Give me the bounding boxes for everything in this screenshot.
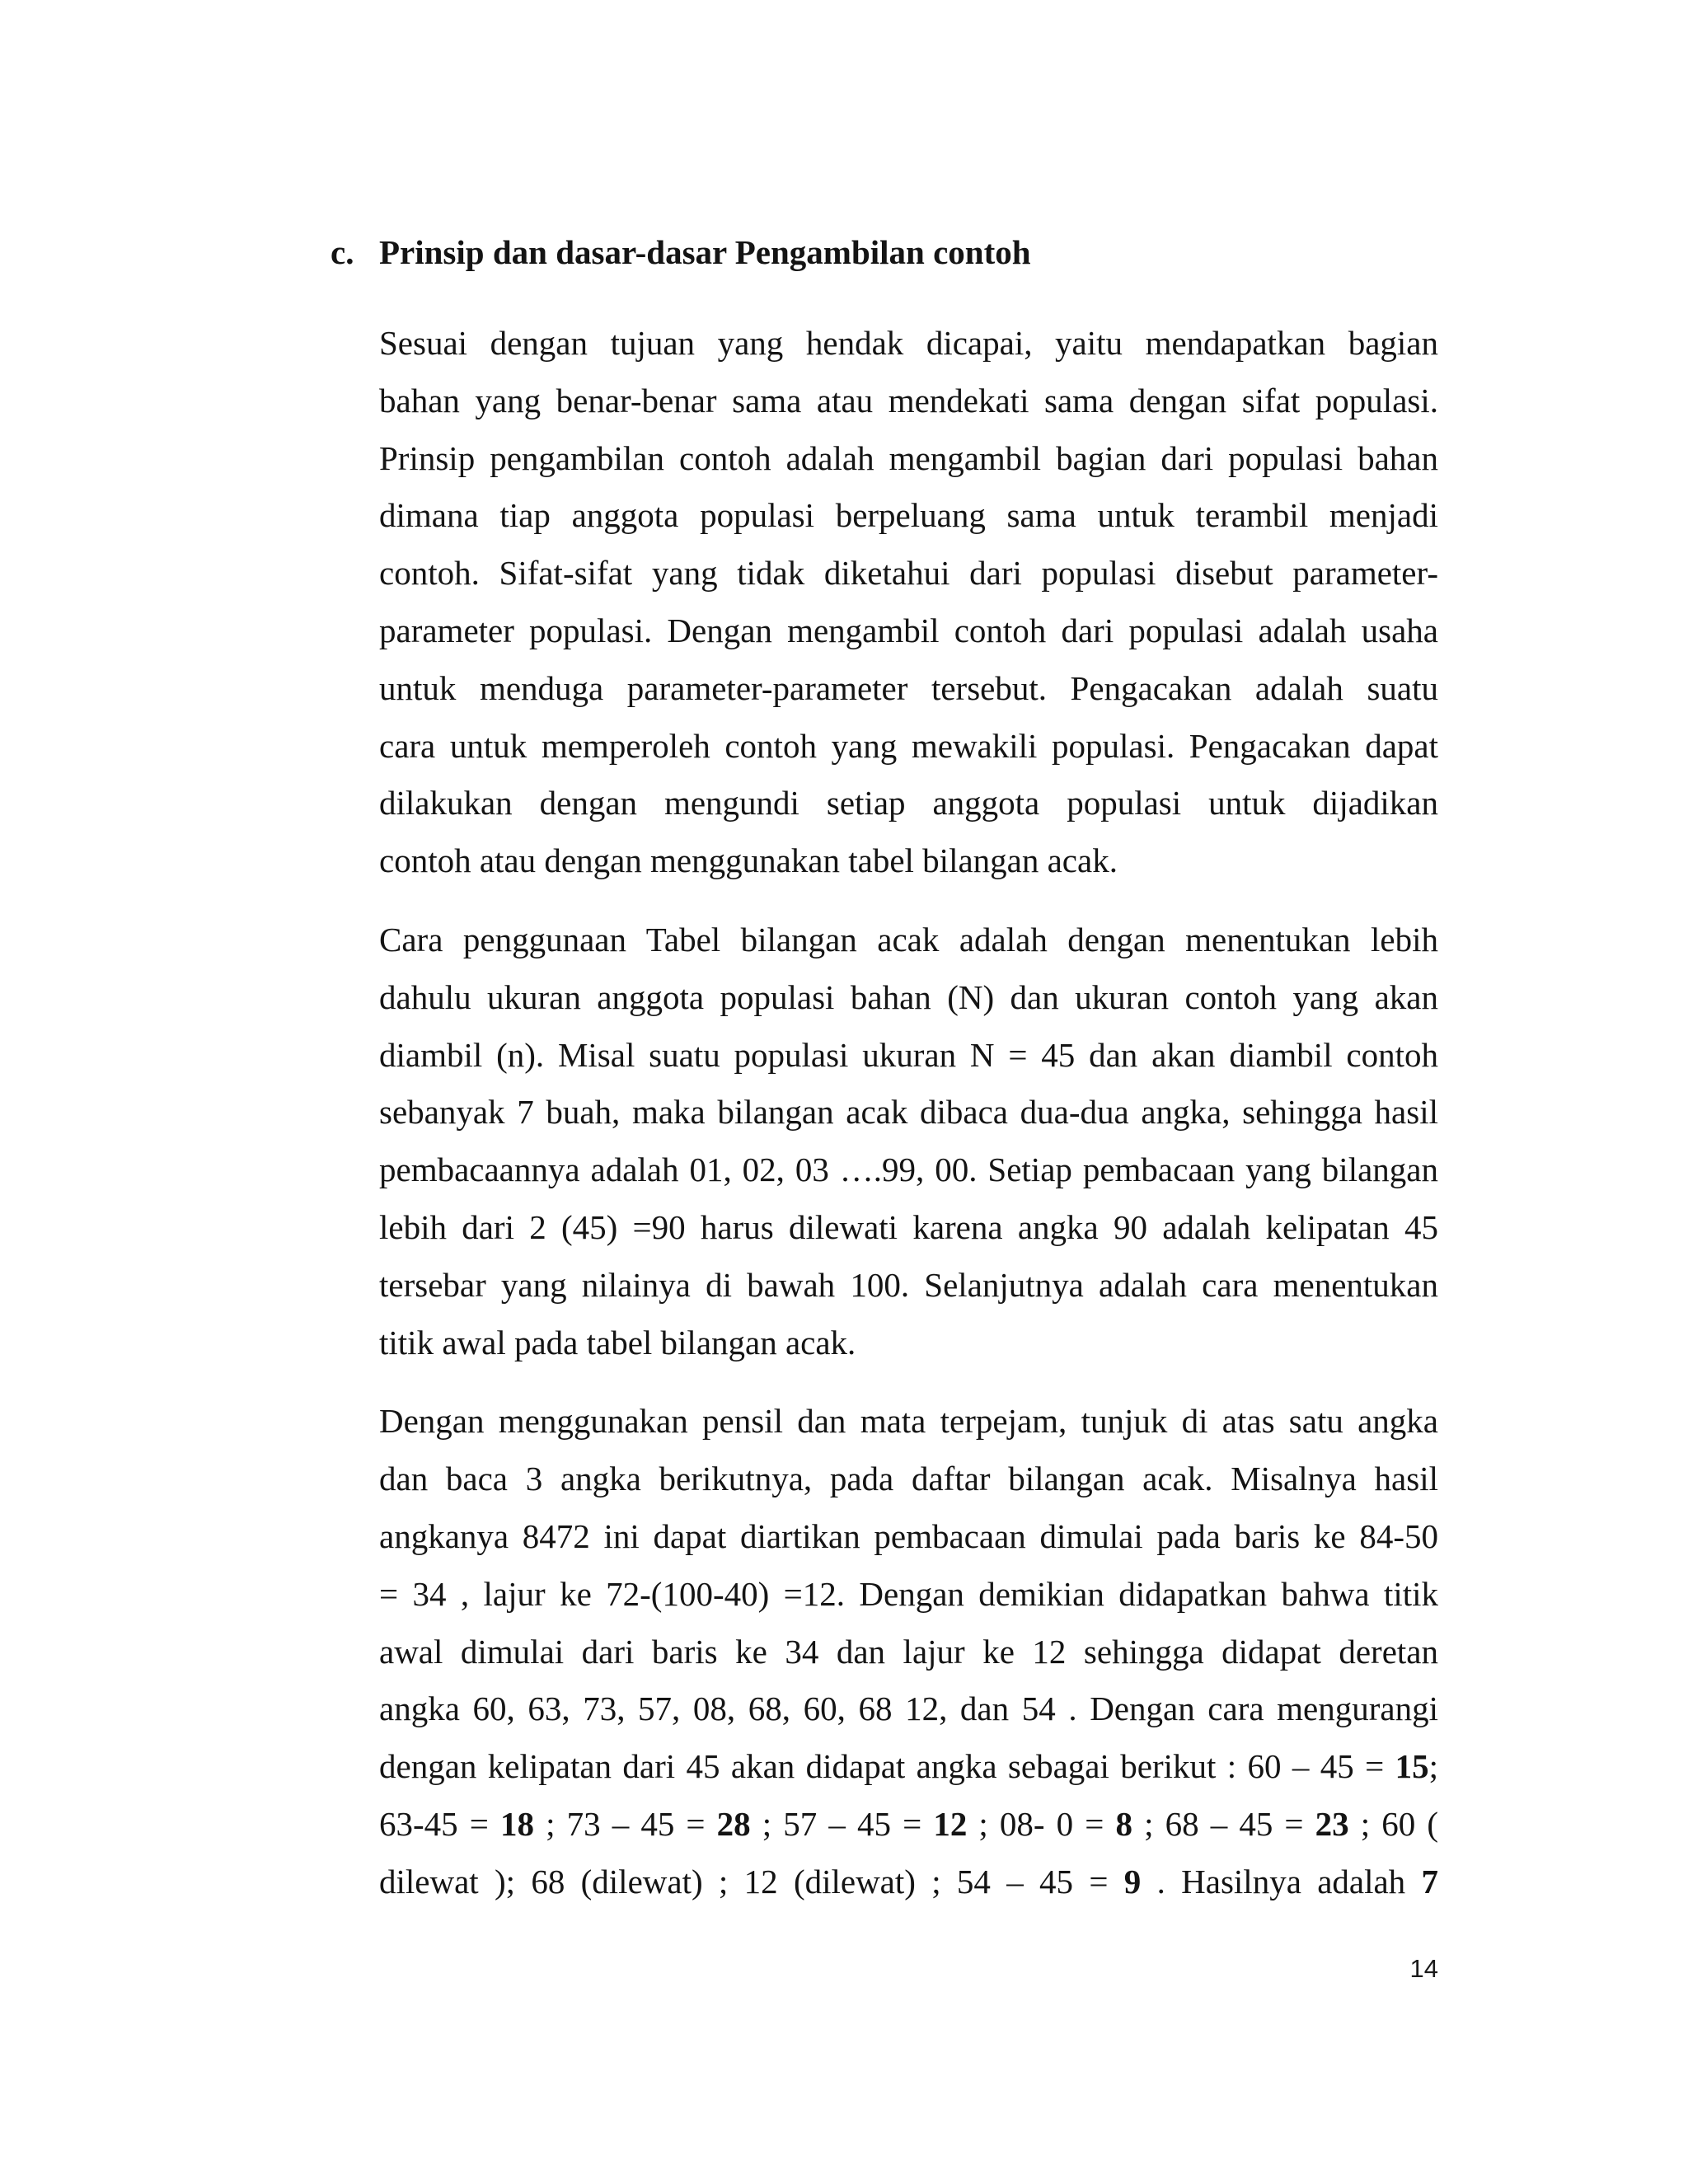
emphasized-number: 8: [1115, 1804, 1133, 1843]
text-segment: . Hasilnya adalah: [1141, 1862, 1422, 1900]
text-segment: ; 68 – 45 =: [1132, 1804, 1315, 1843]
text-line: pembacaannya adalah 01, 02, 03 ….99, 00. Setiap pembacaan yang bilangan: [379, 1151, 1438, 1189]
heading-marker: c.: [331, 233, 354, 271]
text-line: awal dimulai dari baris ke 34 dan lajur ke 12 sehingga didapat deretan: [379, 1632, 1438, 1671]
text-segment: dilewat ); 68 (dilewat) ; 12 (dilewat) ; 54 – 45 =: [379, 1862, 1124, 1900]
emphasized-number: 15: [1395, 1747, 1429, 1786]
paragraph-3: [379, 1393, 1438, 1910]
text-segment: ; 73 – 45 =: [534, 1804, 717, 1843]
text-line: titik awal pada tabel bilangan acak.: [379, 1323, 856, 1361]
text-line: dahulu ukuran anggota populasi bahan (N) dan ukuran contoh yang akan: [379, 977, 1438, 1016]
text-line: Prinsip pengambilan contoh adalah mengambil bagian dari populasi bahan: [379, 438, 1438, 477]
text-line: dimana tiap anggota populasi berpeluang sama untuk terambil menjadi: [379, 496, 1438, 535]
text-line: contoh. Sifat-sifat yang tidak diketahui dari populasi disebut parameter-: [379, 554, 1438, 593]
text-line: cara untuk memperoleh contoh yang mewakili populasi. Pengacakan dapat: [379, 726, 1438, 765]
section-heading: [331, 223, 1031, 281]
emphasized-number: 23: [1315, 1804, 1349, 1843]
text-line: dan baca 3 angka berikutnya, pada daftar bilangan acak. Misalnya hasil: [379, 1460, 1438, 1498]
text-line: bahan yang benar-benar sama atau mendekati sama dengan sifat populasi.: [379, 381, 1438, 419]
emphasized-number: 12: [933, 1804, 968, 1843]
text-line: untuk menduga parameter-parameter tersebut. Pengacakan adalah suatu: [379, 668, 1438, 707]
text-line: Sesuai dengan tujuan yang hendak dicapai, yaitu mendapatkan bagian: [379, 324, 1438, 362]
paragraph-2: [379, 912, 1438, 1371]
text-line: parameter populasi. Dengan mengambil contoh dari populasi adalah usaha: [379, 611, 1438, 649]
text-line: sebanyak 7 buah, maka bilangan acak dibaca dua-dua angka, sehingga hasil: [379, 1093, 1438, 1132]
text-segment: ;: [1428, 1747, 1438, 1786]
text-line: [379, 1738, 1438, 1796]
paragraph-1: [379, 315, 1438, 890]
text-line: dilakukan dengan mengundi setiap anggota populasi untuk dijadikan: [379, 784, 1438, 823]
heading-title: Prinsip dan dasar-dasar Pengambilan contoh: [379, 233, 1031, 271]
text-line: diambil (n). Misal suatu populasi ukuran N = 45 dan akan diambil contoh: [379, 1035, 1438, 1074]
text-segment: ; 08- 0 =: [967, 1804, 1116, 1843]
text-line: Cara penggunaan Tabel bilangan acak adalah dengan menentukan lebih: [379, 920, 1438, 958]
text-segment: 63-45 =: [379, 1804, 500, 1843]
body-text: [379, 315, 1438, 1911]
emphasized-number: 18: [500, 1804, 534, 1843]
text-line: tersebar yang nilainya di bawah 100. Selanjutnya adalah cara menentukan: [379, 1265, 1438, 1304]
text-line: contoh atau dengan menggunakan tabel bilangan acak.: [379, 841, 1118, 880]
text-line: [379, 1796, 1438, 1854]
emphasized-number: 9: [1123, 1862, 1142, 1900]
emphasized-number: 7: [1421, 1862, 1438, 1900]
text-segment: ; 60 (: [1348, 1804, 1439, 1843]
text-segment: ; 57 – 45 =: [750, 1804, 934, 1843]
text-line: angka 60, 63, 73, 57, 08, 68, 60, 68 12, dan 54 . Dengan cara mengurangi: [379, 1690, 1438, 1728]
text-line: lebih dari 2 (45) =90 harus dilewati karena angka 90 adalah kelipatan 45: [379, 1207, 1438, 1246]
text-line: angkanya 8472 ini dapat diartikan pembacaan dimulai pada baris ke 84-50: [379, 1516, 1438, 1555]
emphasized-number: 28: [716, 1804, 751, 1843]
page-number: 14: [1409, 1954, 1438, 1983]
text-line: = 34 , lajur ke 72-(100-40) =12. Dengan demikian didapatkan bahwa titik: [379, 1574, 1438, 1613]
text-line: Dengan menggunakan pensil dan mata terpejam, tunjuk di atas satu angka: [379, 1402, 1438, 1441]
text-segment: dengan kelipatan dari 45 akan didapat angka sebagai berikut : 60 – 45 =: [379, 1747, 1395, 1786]
text-line: [379, 1854, 1438, 1911]
